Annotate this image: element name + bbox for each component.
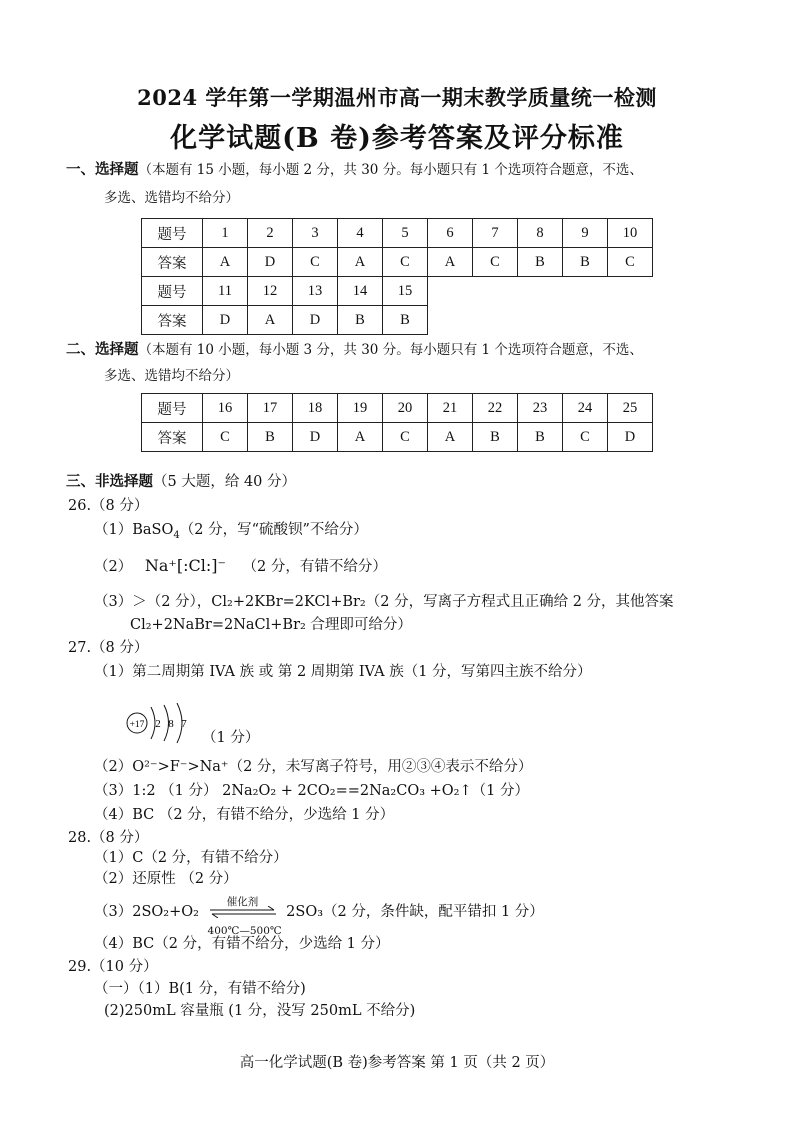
reversible-arrow-icon [208, 906, 278, 918]
empty-cell [428, 306, 653, 335]
answer-cell: B [338, 306, 383, 335]
q27-answer-3: （3）1:2 （1 分） 2Na₂O₂ + 2CO₂==2Na₂CO₃ +O₂↑（1 分） [94, 783, 529, 799]
part1-answer-table [141, 218, 653, 335]
question-number: 19 [338, 394, 383, 423]
answer-cell: A [428, 248, 473, 277]
answer-cell: A [248, 306, 293, 335]
question-number: 7 [473, 219, 518, 248]
table-row [142, 306, 653, 335]
shell-electrons: 2 [155, 718, 161, 730]
temperature-label: 400℃—500℃ [207, 925, 282, 937]
q26-answer-3-line2: Cl₂+2NaBr=2NaCl+Br₂ 合理即可给分） [130, 617, 412, 633]
table-row [142, 394, 653, 423]
question-number: 13 [293, 277, 338, 306]
q28-s3-products: 2SO₃（2 分，条件缺，配平错扣 1 分） [286, 904, 544, 920]
q26-answer-3-line1: （3）＞（2 分），Cl₂+2KBr=2KCl+Br₂（2 分，写离子方程式且正确给 2 分，其他答案 [94, 594, 674, 610]
part1-instructions [66, 160, 643, 180]
part2-note-line2: 多选、选错均不给分） [104, 368, 239, 384]
part3-note: （5 大题，给 40 分） [153, 474, 297, 490]
question-number: 3 [293, 219, 338, 248]
part1-note-line1: （本题有 15 小题，每小题 2 分，共 30 分。每小题只有 1 个选项符合题意，不选、 [138, 162, 643, 178]
answer-cell: D [248, 248, 293, 277]
question-number: 9 [563, 219, 608, 248]
answer-cell: D [608, 423, 653, 452]
part1-note-line2: 多选、选错均不给分） [104, 190, 239, 206]
row-label-question: 题号 [142, 277, 203, 306]
part2-instructions [66, 340, 643, 360]
row-label-question: 题号 [142, 394, 203, 423]
answer-cell: C [473, 248, 518, 277]
q26-s1-sub: 4 [173, 529, 180, 541]
question-number: 22 [473, 394, 518, 423]
q28-s3-reactants: （3）2SO₂+O₂ [94, 904, 199, 920]
answer-cell: C [563, 423, 608, 452]
question-number: 6 [428, 219, 473, 248]
q26-s1-post: （2 分，写“硫酸钡”不给分） [179, 522, 368, 538]
question-number: 17 [248, 394, 293, 423]
row-label-question: 题号 [142, 219, 203, 248]
q27-atom-score: （1 分） [202, 730, 260, 746]
q27-answer-2: （2）O²⁻>F⁻>Na⁺（2 分，未写离子符号，用②③④表示不给分） [94, 759, 533, 775]
table-row [142, 219, 653, 248]
answer-cell: D [293, 306, 338, 335]
answer-cell: B [473, 423, 518, 452]
answer-cell: D [293, 423, 338, 452]
question-number: 23 [518, 394, 563, 423]
q28-answer-1: （1）C（2 分，有错不给分） [94, 850, 288, 866]
q26-answer-1 [94, 520, 368, 546]
row-label-answer: 答案 [142, 423, 203, 452]
electron-formula: Na⁺[:Cl:]⁻ [144, 556, 226, 575]
question-number: 18 [293, 394, 338, 423]
q29-answer-2: (2)250mL 容量瓶 (1 分，没写 250mL 不给分) [104, 1003, 416, 1019]
answer-cell: B [248, 423, 293, 452]
q28-answer-3 [94, 896, 544, 937]
q29-header: 29.（10 分） [68, 959, 158, 975]
answer-cell: D [203, 306, 248, 335]
nucleus-label: +17 [129, 720, 145, 730]
question-number: 11 [203, 277, 248, 306]
answer-cell: C [293, 248, 338, 277]
answer-cell: A [338, 248, 383, 277]
answer-cell: C [383, 248, 428, 277]
q26-answer-2 [94, 556, 387, 577]
answer-cell: B [563, 248, 608, 277]
answer-cell: A [203, 248, 248, 277]
q27-header: 27.（8 分） [68, 640, 149, 656]
page-footer: 高一化学试题(B 卷)参考答案 第 1 页（共 2 页） [239, 1055, 555, 1071]
document-subtitle: 化学试题(B 卷)参考答案及评分标准 [170, 123, 624, 154]
shell-electrons: 7 [181, 718, 187, 730]
answer-cell: A [338, 423, 383, 452]
question-number: 21 [428, 394, 473, 423]
table-row [142, 277, 653, 306]
table-row [142, 248, 653, 277]
q27-answer-4: （4）BC （2 分，有错不给分，少选给 1 分） [94, 807, 395, 823]
question-number: 10 [608, 219, 653, 248]
catalyst-label: 催化剂 [226, 896, 259, 908]
question-number: 1 [203, 219, 248, 248]
question-number: 16 [203, 394, 248, 423]
row-label-answer: 答案 [142, 306, 203, 335]
q26-header: 26.（8 分） [68, 498, 149, 514]
question-number: 5 [383, 219, 428, 248]
q28-answer-4: （4）BC（2 分，有错不给分，少选给 1 分） [94, 936, 390, 952]
question-number: 25 [608, 394, 653, 423]
part1-heading: 一、选择题 [66, 161, 139, 178]
answer-cell: C [383, 423, 428, 452]
empty-cell [428, 277, 653, 306]
question-number: 4 [338, 219, 383, 248]
question-number: 2 [248, 219, 293, 248]
answer-cell: C [608, 248, 653, 277]
part2-note-line1: （本题有 10 小题，每小题 3 分，共 30 分。每小题只有 1 个选项符合题意，不选、 [138, 342, 643, 358]
shell-electrons: 8 [168, 718, 174, 730]
exam-title: 2024 学年第一学期温州市高一期末教学质量统一检测 [137, 85, 657, 110]
question-number: 15 [383, 277, 428, 306]
answer-cell: B [383, 306, 428, 335]
row-label-answer: 答案 [142, 248, 203, 277]
table-row [142, 423, 653, 452]
part2-heading: 二、选择题 [66, 341, 139, 358]
question-number: 12 [248, 277, 293, 306]
part3-heading: 三、非选择题 [66, 473, 153, 490]
question-number: 20 [383, 394, 428, 423]
atom-structure-diagram [124, 703, 214, 753]
atom-structure-svg [124, 703, 214, 753]
answer-cell: B [518, 423, 563, 452]
q26-s2-post: （2 分，有错不给分） [242, 559, 387, 575]
answer-cell: B [518, 248, 563, 277]
q29-answer-1: （一）（1）B(1 分，有错不给分) [94, 981, 306, 997]
question-number: 14 [338, 277, 383, 306]
answer-cell: C [203, 423, 248, 452]
part3-heading-line [66, 472, 296, 492]
question-number: 24 [563, 394, 608, 423]
reaction-condition-arrow [207, 896, 282, 937]
q28-answer-2: （2）还原性 （2 分） [94, 871, 238, 887]
part2-answer-table [141, 393, 653, 452]
q26-s1-pre: （1）BaSO [94, 522, 174, 538]
question-number: 8 [518, 219, 563, 248]
q28-header: 28.（8 分） [68, 830, 149, 846]
answer-cell: A [428, 423, 473, 452]
q27-answer-1: （1）第二周期第 IVA 族 或 第 2 周期第 IVA 族（1 分，写第四主族不给分） [94, 664, 592, 680]
q26-s2-pre: （2） [94, 559, 133, 575]
